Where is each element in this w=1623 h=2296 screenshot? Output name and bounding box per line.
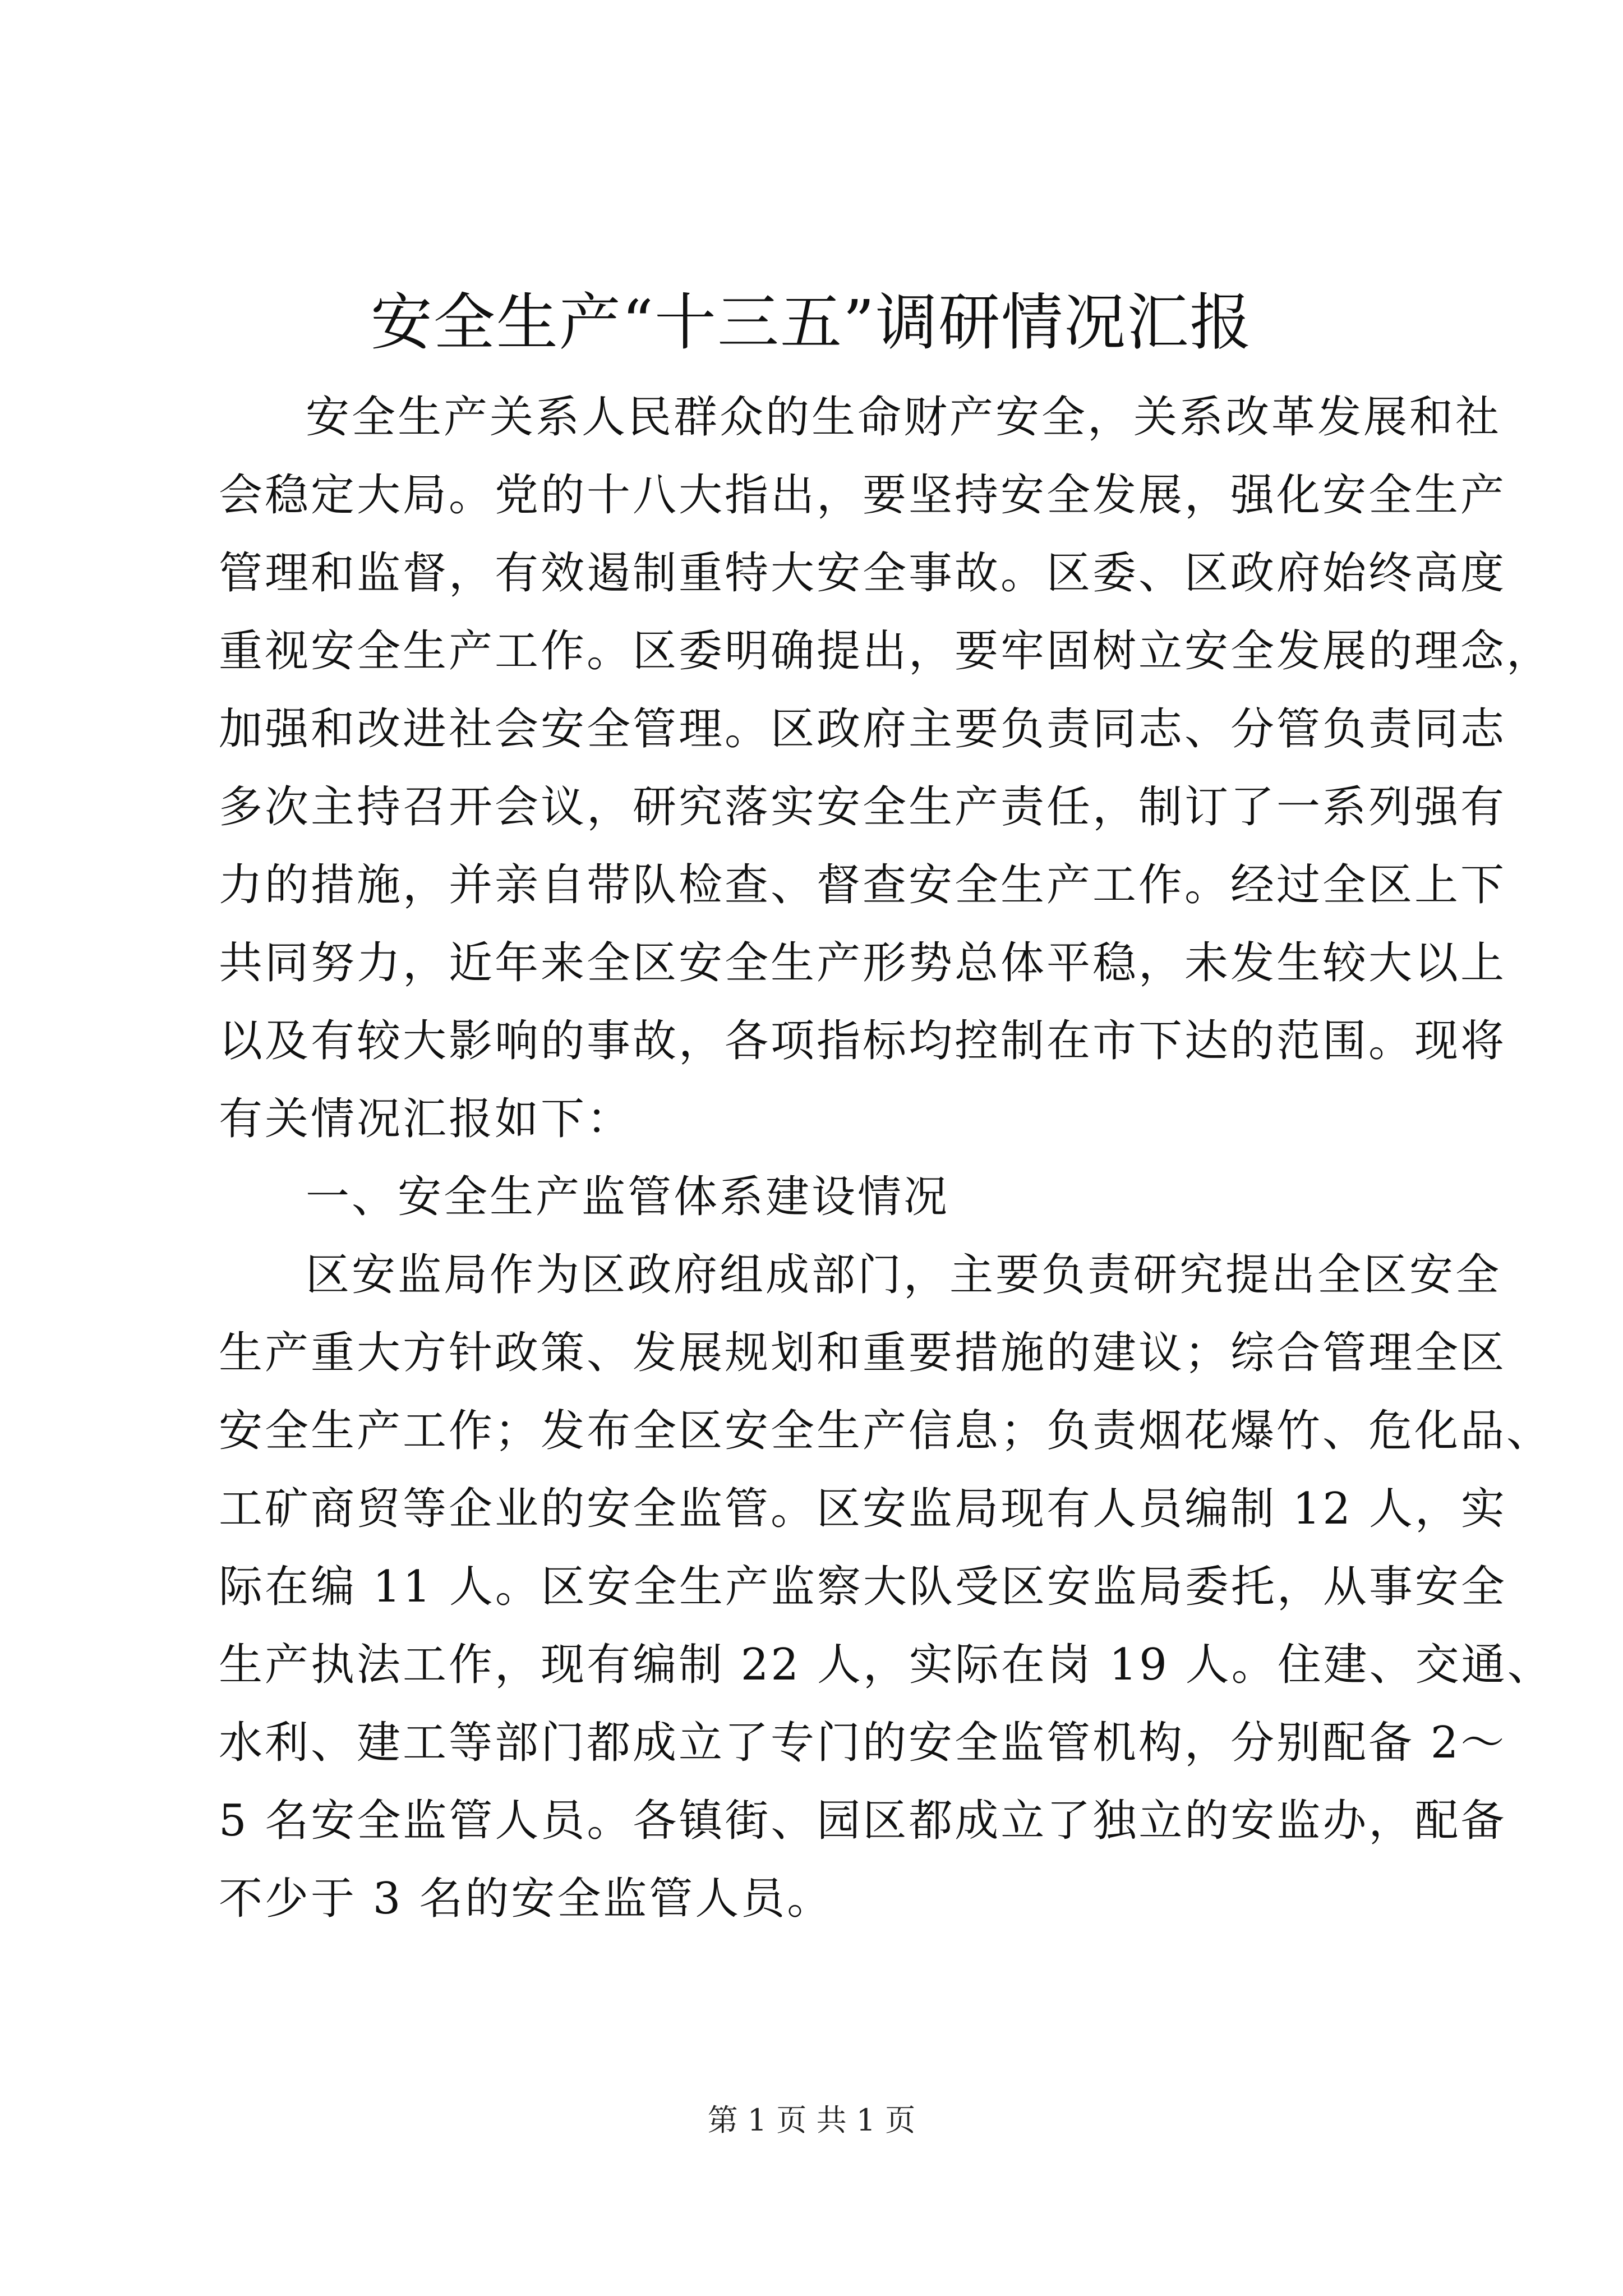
section-heading: 一、安全生产监管体系建设情况 bbox=[306, 1172, 950, 1222]
paragraph-line: 际在编 11 人。区安全生产监察大队受区安监局委托，从事安全 bbox=[219, 1562, 1507, 1612]
paragraph-line: 有关情况汇报如下： bbox=[219, 1094, 633, 1144]
paragraph-line: 多次主持召开会议，研究落实安全生产责任，制订了一系列强有 bbox=[219, 782, 1507, 832]
paragraph-line: 管理和监督，有效遏制重特大安全事故。区委、区政府始终高度 bbox=[219, 548, 1507, 599]
document-body bbox=[219, 379, 1553, 1938]
paragraph-line: 力的措施，并亲自带队检查、督查安全生产工作。经过全区上下 bbox=[219, 860, 1507, 910]
paragraph-line: 重视安全生产工作。区委明确提出，要牢固树立安全发展的理念， bbox=[219, 626, 1553, 677]
paragraph-line: 工矿商贸等企业的安全监管。区安监局现有人员编制 12 人，实 bbox=[219, 1484, 1507, 1534]
paragraph-line: 安全生产工作；发布全区安全生产信息；负责烟花爆竹、危化品、 bbox=[219, 1406, 1553, 1456]
page-footer: 第 1 页 共 1 页 bbox=[707, 2102, 916, 2138]
paragraph-line: 水利、建工等部门都成立了专门的安全监管机构，分别配备 2～ bbox=[219, 1718, 1507, 1768]
paragraph-line: 区安监局作为区政府组成部门，主要负责研究提出全区安全 bbox=[306, 1250, 1502, 1300]
paragraph-line: 会稳定大局。党的十八大指出，要坚持安全发展，强化安全生产 bbox=[219, 470, 1507, 521]
paragraph-line: 共同努力，近年来全区安全生产形势总体平稳，未发生较大以上 bbox=[219, 938, 1507, 988]
paragraph-line: 安全生产关系人民群众的生命财产安全，关系改革发展和社 bbox=[306, 392, 1502, 443]
paragraph-line: 生产重大方针政策、发展规划和重要措施的建议；综合管理全区 bbox=[219, 1328, 1507, 1378]
document-title: 安全生产“十三五”调研情况汇报 bbox=[370, 287, 1253, 358]
paragraph-line: 生产执法工作，现有编制 22 人，实际在岗 19 人。住建、交通、 bbox=[219, 1640, 1553, 1690]
paragraph-line: 加强和改进社会安全管理。区政府主要负责同志、分管负责同志 bbox=[219, 704, 1507, 754]
paragraph-line: 以及有较大影响的事故，各项指标均控制在市下达的范围。现将 bbox=[219, 1016, 1507, 1066]
paragraph-line: 5 名安全监管人员。各镇街、园区都成立了独立的安监办，配备 bbox=[219, 1796, 1507, 1846]
paragraph-line: 不少于 3 名的安全监管人员。 bbox=[219, 1874, 833, 1924]
